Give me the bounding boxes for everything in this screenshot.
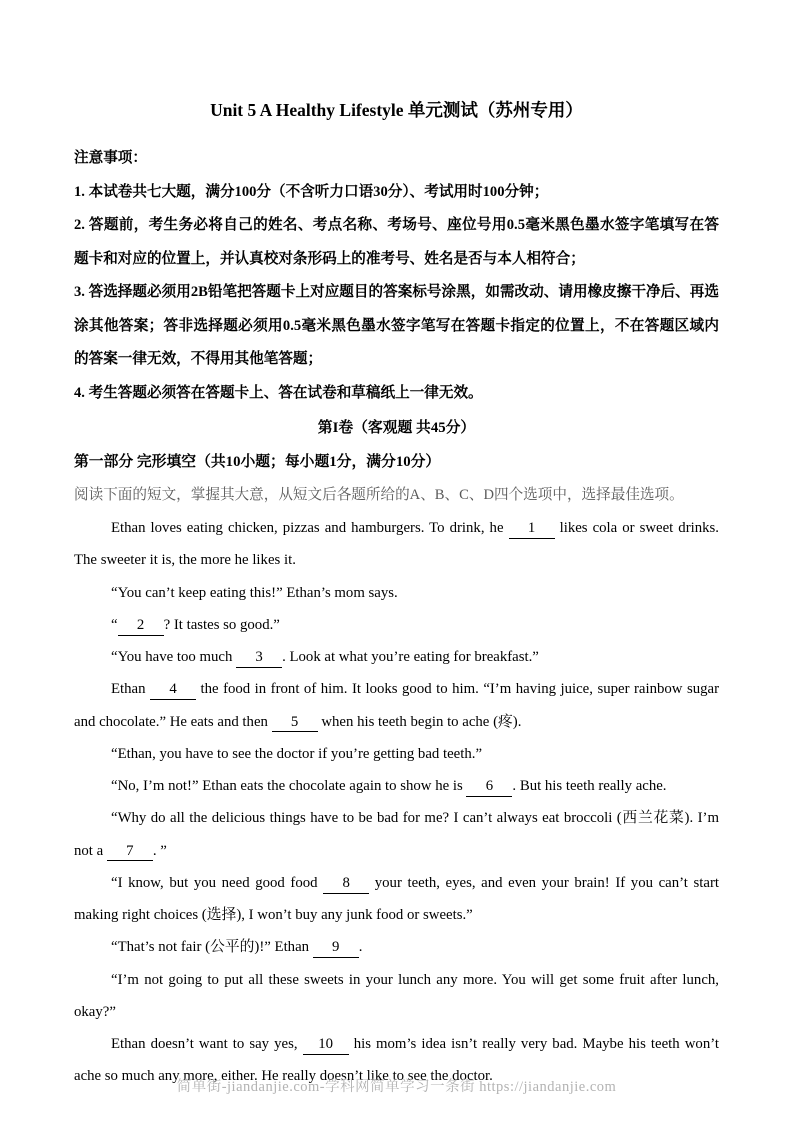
cloze-passage bbox=[74, 512, 719, 1093]
cloze-blank: 5 bbox=[272, 714, 318, 733]
notice-item-4: 4. 考生答题必须答在答题卡上、答在试卷和草稿纸上一律无效。 bbox=[74, 384, 483, 401]
cloze-blank: 8 bbox=[323, 875, 369, 894]
cloze-blank: 9 bbox=[313, 939, 359, 958]
cloze-blank: 4 bbox=[150, 681, 196, 700]
section-heading: 第I卷（客观题 共45分） bbox=[317, 419, 476, 436]
passage-paragraph: “You can’t keep eating this!” Ethan’s mom says. bbox=[111, 584, 398, 601]
passage-paragraph: “That’s not fair (公平的)!” Ethan 9 . bbox=[74, 931, 719, 963]
passage-paragraph: “You have too much 3 . Look at what you’re eating for breakfast.” bbox=[74, 641, 719, 673]
cloze-blank: 3 bbox=[236, 649, 282, 668]
cloze-blank: 6 bbox=[466, 778, 512, 797]
passage-paragraph: “ 2 ? It tastes so good.” bbox=[74, 609, 719, 641]
cloze-blank: 10 bbox=[303, 1036, 349, 1055]
cloze-blank: 1 bbox=[509, 520, 555, 539]
cloze-blank: 2 bbox=[118, 617, 164, 636]
passage-paragraph: “Why do all the delicious things have to be bad for me? I can’t always eat broccoli (西兰花菜). I’m not a 7 . ” bbox=[74, 802, 719, 867]
notice-heading: 注意事项： bbox=[74, 150, 147, 166]
cloze-instruction: 阅读下面的短文，掌握其大意，从短文后各题所给的A、B、C、D四个选项中，选择最佳选项。 bbox=[74, 486, 684, 503]
document-title: Unit 5 A Healthy Lifestyle 单元测试（苏州专用） bbox=[210, 100, 583, 120]
part-heading: 第一部分 完形填空（共10小题；每小题1分，满分10分） bbox=[74, 453, 441, 470]
page-footer: 简单街-jiandanjie.com-学科网简单学习一条街 https://jiandanjie.com bbox=[176, 1079, 617, 1095]
passage-paragraph: “No, I’m not!” Ethan eats the chocolate again to show he is 6 . But his teeth really ache. bbox=[74, 770, 719, 802]
notice-item-3: 3. 答选择题必须用2B铅笔把答题卡上对应题目的答案标号涂黑，如需改动、请用橡皮擦干净后、再选涂其他答案；答非选择题必须用0.5毫米黑色墨水签字笔写在答题卡指定的位置上，不在答题区域内的答案一律无效，不得用其他笔答题； bbox=[74, 284, 719, 368]
passage-paragraph: “Ethan, you have to see the doctor if you’re getting bad teeth.” bbox=[111, 745, 483, 762]
passage-paragraph: Ethan doesn’t want to say yes, 10 his mom’s idea isn’t really very bad. Maybe his teeth won’t ache so much any more, either. He really doesn’t like to see the doctor. bbox=[74, 1036, 719, 1085]
notice-item-2: 2. 答题前，考生务必将自己的姓名、考点名称、考场号、座位号用0.5毫米黑色墨水签字笔填写在答题卡和对应的位置上，并认真校对条形码上的准考号、姓名是否与本人相符合； bbox=[74, 217, 719, 267]
passage-paragraph: “I know, but you need good food 8 your teeth, eyes, and even your brain! If you can’t start making right choices (选择), I won’t buy any junk food or sweets.” bbox=[74, 874, 719, 924]
passage-paragraph: Ethan 4 the food in front of him. It looks good to him. “I’m having juice, super rainbow sugar and chocolate.” He eats and then 5 when his teeth begin to ache (疼). bbox=[74, 673, 719, 738]
cloze-blank: 7 bbox=[107, 843, 153, 862]
passage-paragraph: Ethan loves eating chicken, pizzas and hamburgers. To drink, he 1 likes cola or sweet drinks. The sweeter it is, the more he likes it. bbox=[74, 520, 720, 569]
notice-item-1: 1. 本试卷共七大题，满分100分（不含听力口语30分）、考试用时100分钟； bbox=[74, 183, 549, 200]
passage-paragraph: “I’m not going to put all these sweets in your lunch any more. You will get some fruit after lunch, okay?” bbox=[74, 971, 719, 1020]
